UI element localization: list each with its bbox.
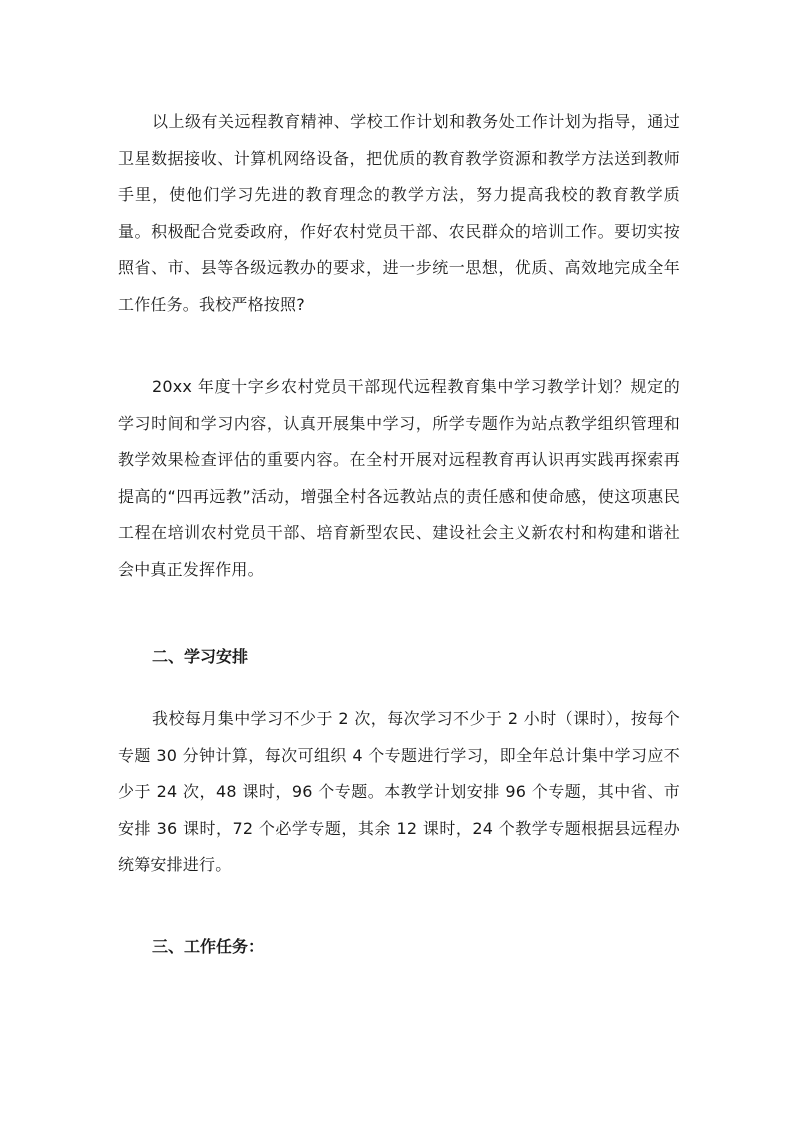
paragraph-study-schedule: 我校每月集中学习不少于 2 次，每次学习不少于 2 小时（课时），按每个专题 30 分钟计算，每次可组织 4 个专题进行学习，即全年总计集中学习应不少于 24 次，48 课时，96 个专题。本教学计划安排 96 个专题，其中省、市安排 36 课时，72 个必学专题，其余 12 课时，24 个教学专题根据县远程办统筹安排进行。	[118, 709, 680, 874]
paragraph-guiding-principle: 以上级有关远程教育精神、学校工作计划和教务处工作计划为指导，通过卫星数据接收、计算机网络设备，把优质的教育教学资源和教学方法送到教师手里，使他们学习先进的教育理念的教学方法，努力提高我校的教育教学质量。积极配合党委政府，作好农村党员干部、农民群众的培训工作。要切实按照省、市、县等各级远教办的要求，进一步统一思想，优质、高效地完成全年工作任务。我校严格按照?	[118, 112, 680, 314]
paragraph-study-plan: 20xx 年度十字乡农村党员干部现代远程教育集中学习教学计划？规定的学习时间和学习内容，认真开展集中学习，所学专题作为站点教学组织管理和教学效果检查评估的重要内容。在全村开展对远程教育再认识再实践再探索再提高的“四再远教”活动，增强全村各远教站点的责任感和使命感，使这项惠民工程在培训农村党员干部、培育新型农民、建设社会主义新农村和构建和谐社会中真正发挥作用。	[118, 377, 680, 579]
heading-study-arrangement: 二、学习安排	[152, 647, 249, 666]
heading-work-tasks: 三、工作任务：	[152, 937, 265, 956]
